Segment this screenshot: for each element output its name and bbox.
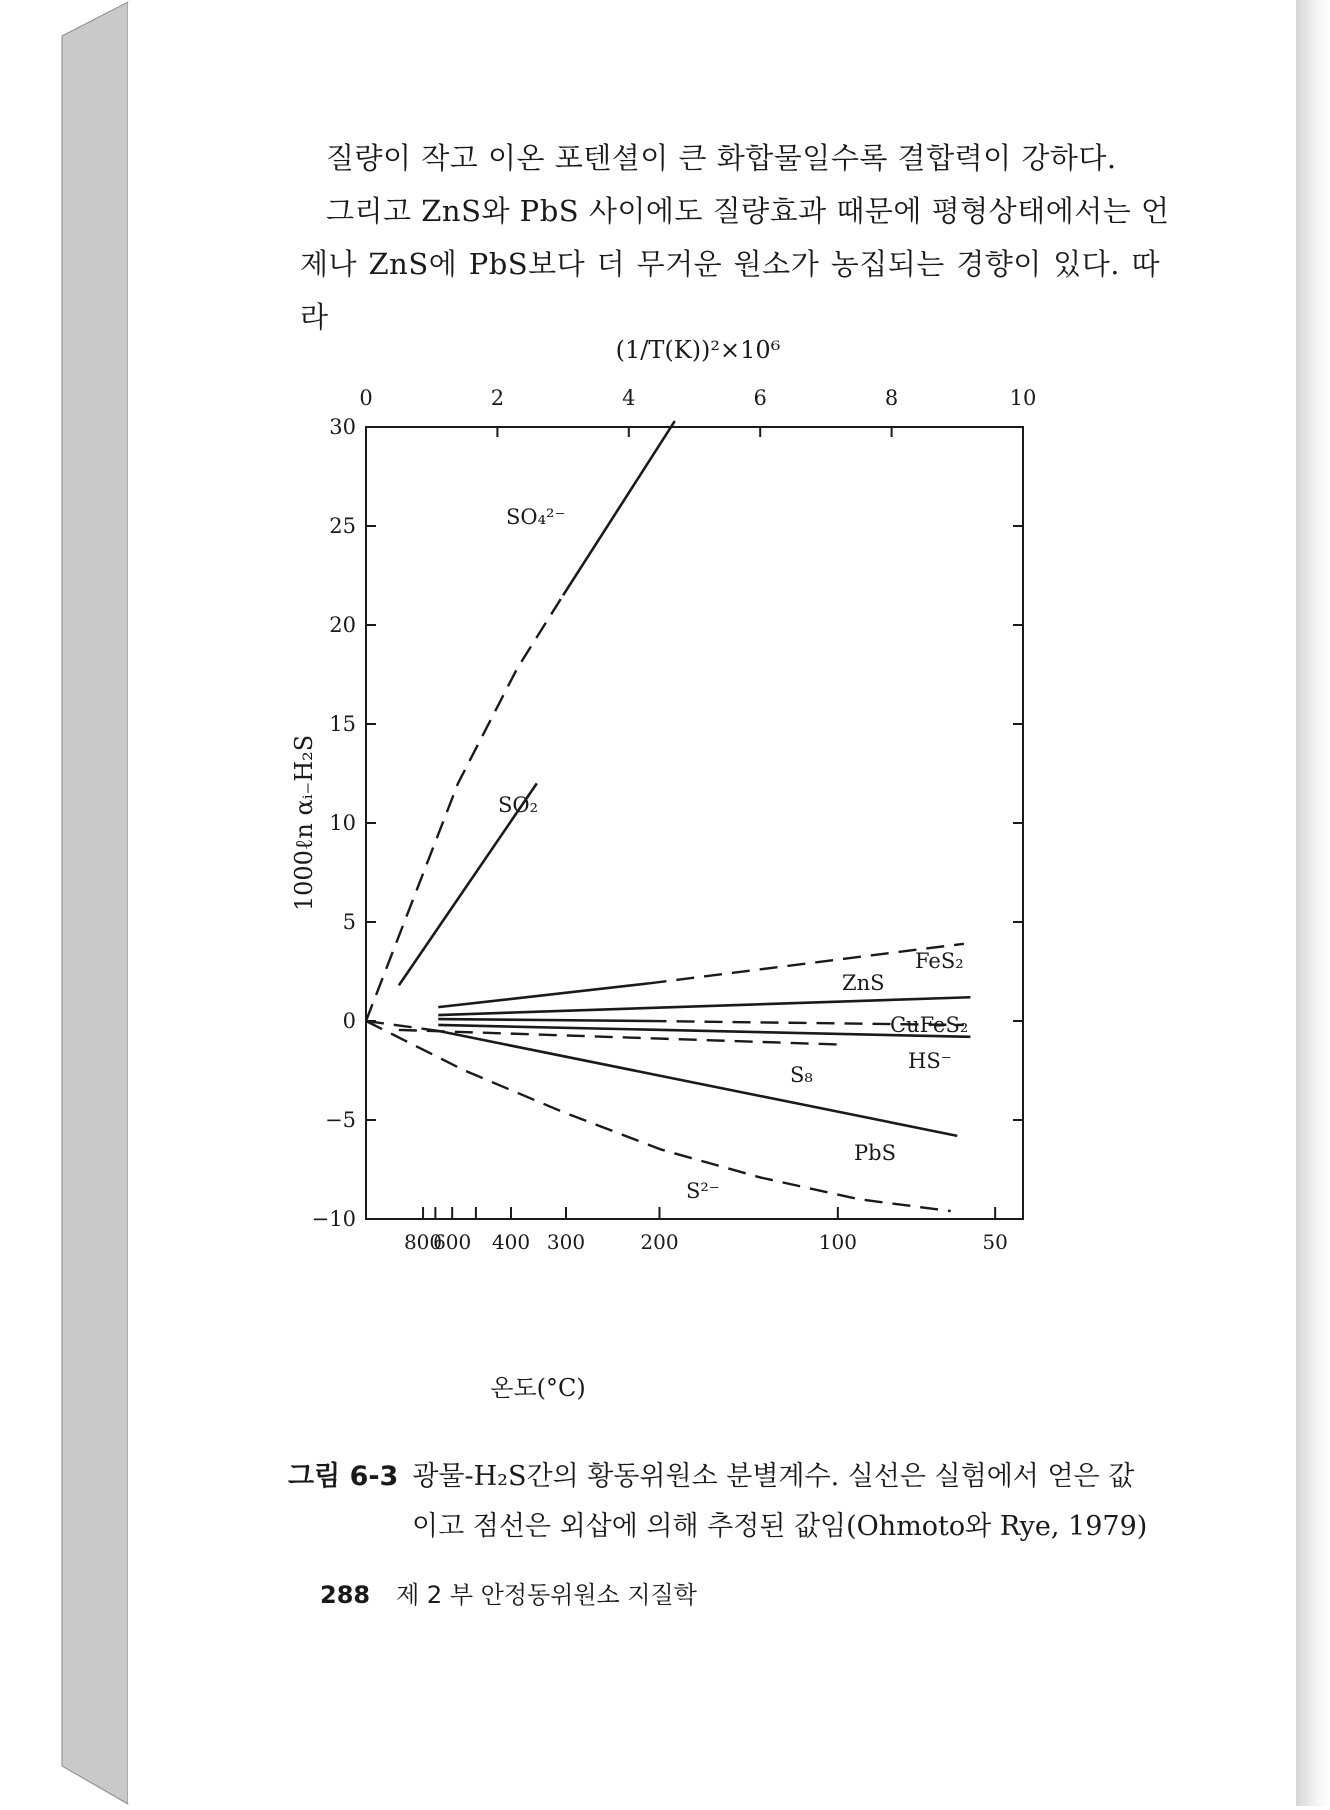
series-label-zns: ZnS: [842, 971, 885, 995]
body-text-line-1: 질량이 작고 이온 포텐셜이 큰 화합물일수록 결합력이 강하다.: [326, 141, 1117, 175]
bottom-tick-label: 400: [491, 1230, 531, 1254]
series-4-solid-line: [438, 1019, 648, 1021]
series-label-pbs: PbS: [854, 1141, 896, 1165]
caption-line-2: 이고 점선은 외삽에 의해 추정된 값임(Ohmoto와 Rye, 1979): [412, 1511, 1148, 1542]
series-7-solid-line: [438, 1031, 957, 1136]
figure-number: 그림 6-3: [288, 1461, 399, 1492]
series-label-so4: SO₄²⁻: [506, 505, 566, 529]
body-text-line-2: 그리고 ZnS와 PbS 사이에도 질량효과 때문에 평형상태에서는 언: [326, 194, 1170, 228]
series-label-cufes2: CuFeS₂: [890, 1013, 969, 1037]
page-edge-shadow: [1296, 0, 1330, 1806]
series-label-s8: S₈: [790, 1063, 813, 1087]
page-footer: [320, 1575, 697, 1610]
y-tick-label: 5: [342, 910, 356, 934]
fractionation-chart: [270, 320, 1150, 1430]
book-spine: [0, 0, 140, 1806]
y-axis-label: 1000ℓn αᵢ₋H₂S: [290, 734, 318, 912]
caption-line-1: 광물-H₂S간의 황동위원소 분별계수. 실선은 실험에서 얻은 값: [412, 1461, 1135, 1492]
top-axis-label: (1/T(K))²×10⁶: [615, 336, 781, 364]
series-label-so2: SO₂: [498, 793, 539, 817]
series-label-s2: S²⁻: [686, 1179, 720, 1203]
top-tick-label: 2: [490, 386, 505, 410]
figure-caption: [288, 1452, 1168, 1552]
bottom-tick-label: 100: [818, 1230, 857, 1254]
bottom-tick-label: 50: [982, 1230, 1008, 1254]
bottom-axis-label: 온도(°C): [490, 1374, 586, 1402]
top-tick-label: 4: [622, 386, 636, 410]
series-0-solid-line: [563, 421, 675, 595]
bottom-tick-label: 300: [546, 1230, 586, 1254]
body-text-line-3: 제나 ZnS에 PbS보다 더 무거운 원소가 농집되는 경향이 있다. 따라: [300, 247, 1160, 334]
top-tick-label: 8: [884, 386, 899, 410]
top-tick-label: 10: [1009, 386, 1037, 410]
plot-frame: [366, 427, 1023, 1219]
bottom-tick-label: 800: [403, 1230, 443, 1254]
y-tick-label: −10: [311, 1207, 356, 1231]
y-tick-label: 10: [329, 811, 356, 835]
y-tick-label: 20: [329, 613, 356, 637]
series-label-hs: HS⁻: [908, 1049, 952, 1073]
body-text: [300, 132, 1170, 344]
y-tick-label: 15: [329, 712, 356, 736]
top-tick-label: 6: [753, 386, 767, 410]
y-tick-label: −5: [325, 1108, 356, 1132]
y-tick-label: 0: [342, 1009, 356, 1033]
page-number: 288: [320, 1581, 371, 1609]
bottom-tick-label: 600: [433, 1230, 472, 1254]
y-tick-label: 30: [329, 415, 356, 439]
y-tick-label: 25: [329, 514, 356, 538]
series-label-fes2: FeS₂: [915, 949, 964, 973]
top-tick-label: 0: [359, 386, 373, 410]
bottom-tick-label: 200: [640, 1230, 679, 1254]
running-head: 제 2 부 안정동위원소 지질학: [396, 1581, 697, 1609]
series-2-solid-line: [438, 983, 648, 1007]
